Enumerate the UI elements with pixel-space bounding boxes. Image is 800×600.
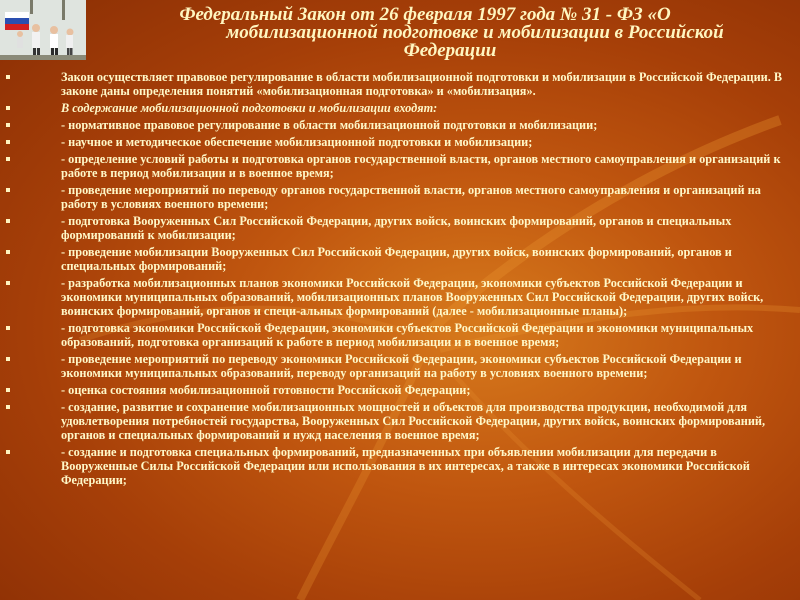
- bullet-icon: [6, 250, 10, 254]
- list-item: - нормативное правовое регулирование в области мобилизационной подготовки и мобилизации;: [0, 118, 800, 132]
- bullet-icon: [6, 140, 10, 144]
- bullet-icon: [6, 75, 10, 79]
- list-item: - проведение мобилизации Вооруженных Сил Российской Федерации, других войск, воинских формирований, органов и специальных формирований;: [0, 245, 800, 273]
- slide-title: [100, 6, 790, 60]
- title-line-3: Федерации: [403, 40, 497, 61]
- bullet-icon: [6, 357, 10, 361]
- list-item: - определение условий работы и подготовка органов государственной власти, органов местного самоуправления и организаций к работе в период мобилизации и в военное время;: [0, 152, 800, 180]
- bullet-icon: [6, 188, 10, 192]
- list-item: - проведение мероприятий по переводу экономики Российской Федерации, экономики субъектов Российской Федерации и экономики муниципальных образований, переводу организаций на работу в условиях военного времени;: [0, 352, 800, 380]
- bullet-icon: [6, 281, 10, 285]
- title-line-1: Федеральный Закон от 26 февраля 1997 года № 31 - ФЗ «О: [179, 4, 671, 25]
- bullet-icon: [6, 405, 10, 409]
- list-item: - разработка мобилизационных планов экономики Российской Федерации, экономики субъектов Российской Федерации и экономики муниципальных образований, мобилизационных планов Вооруженных Сил Российской Федерации, других войск, воинских формирований, органов и специ-альных формирований (далее - мобилизационные планы);: [0, 276, 800, 318]
- bullet-icon: [6, 123, 10, 127]
- list-item: - создание и подготовка специальных формирований, предназначенных при объявлении мобилизации для передачи в Вооруженные Силы Российской Федерации или использования в их интересах, а также в интересах экономики Российской Федерации;: [0, 445, 800, 487]
- list-item: - оценка состояния мобилизационной готовности Российской Федерации;: [0, 383, 800, 397]
- list-item: Закон осуществляет правовое регулирование в области мобилизационной подготовки и мобилизации в Российской Федерации. В законе даны определения понятий «мобилизационная подготовка» и «мобилизация».: [0, 70, 800, 98]
- list-item: - научное и методическое обеспечение мобилизационной подготовки и мобилизации;: [0, 135, 800, 149]
- list-item: - создание, развитие и сохранение мобилизационных мощностей и объектов для производства продукции, необходимой для удовлетворения потребностей государства, Вооруженных Сил Российской Федерации, других войск, воинских формирований, органов и специальных формирований и нужд населения в военное время;: [0, 400, 800, 442]
- bullet-icon: [6, 106, 10, 110]
- flag-photo: [0, 0, 86, 60]
- bullet-icon: [6, 388, 10, 392]
- list-item: - проведение мероприятий по переводу органов государственной власти, органов местного самоуправления и организаций на работу в условиях военного времени;: [0, 183, 800, 211]
- title-line-2: мобилизационной подготовке и мобилизации в Российской: [226, 22, 724, 43]
- bullet-icon: [6, 450, 10, 454]
- bullet-icon: [6, 219, 10, 223]
- bullet-icon: [6, 157, 10, 161]
- people-with-flag-icon: [0, 0, 86, 60]
- list-item: - подготовка Вооруженных Сил Российской Федерации, других войск, воинских формирований, органов и специальных формирований к мобилизации;: [0, 214, 800, 242]
- bullet-list: [0, 70, 800, 490]
- bullet-icon: [6, 326, 10, 330]
- list-item: В содержание мобилизационной подготовки и мобилизации входят:: [0, 101, 800, 115]
- list-item: - подготовка экономики Российской Федерации, экономики субъектов Российской Федерации и экономики муниципальных образований, подготовка организаций к работе в период мобилизации и в военное время;: [0, 321, 800, 349]
